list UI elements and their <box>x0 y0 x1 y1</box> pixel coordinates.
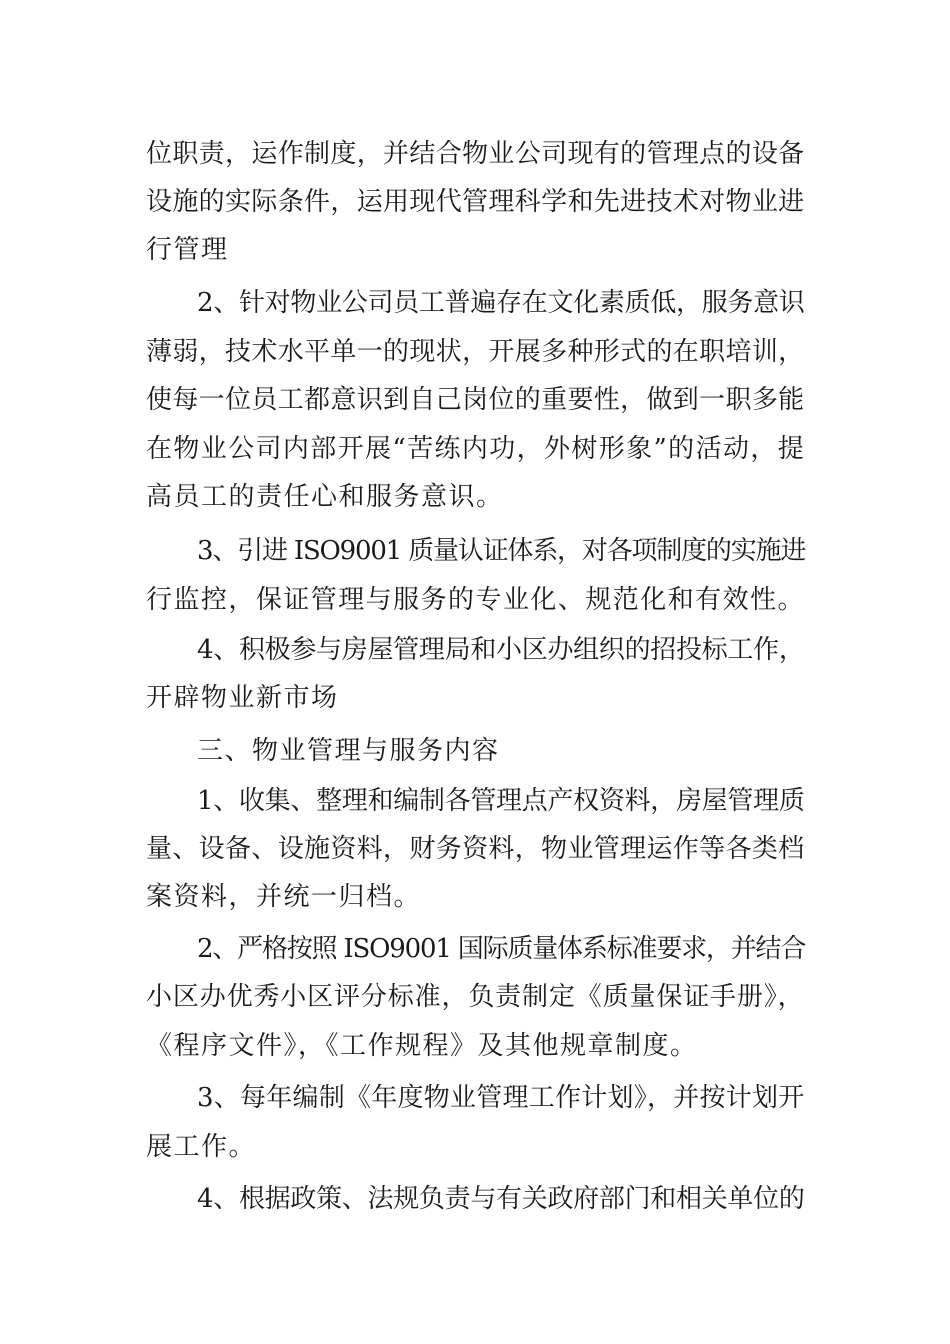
paragraph-line: 4、积极参与房屋管理局和小区办组织的招投标工作， <box>197 635 805 665</box>
paragraph-line: 在物业公司内部开展“苦练内功，外树形象”的活动，提 <box>146 434 806 464</box>
paragraph-line: 《程序文件》，《工作规程》及其他规章制度。 <box>146 1031 698 1061</box>
paragraph-line: 薄弱，技术水平单一的现状，开展多种形式的在职培训， <box>146 337 805 367</box>
paragraph-line: 量、设备、设施资料，财务资料，物业管理运作等各类档 <box>146 834 805 864</box>
paragraph-line: 3、每年编制《年度物业管理工作计划》，并按计划开 <box>197 1083 805 1113</box>
paragraph-line: 2、严格按照 ISO9001 国际质量体系标准要求，并结合 <box>197 934 806 964</box>
section-heading: 三、物业管理与服务内容 <box>197 736 500 766</box>
paragraph-line: 设施的实际条件，运用现代管理科学和先进技术对物业进 <box>146 187 805 217</box>
paragraph-line: 1、收集、整理和编制各管理点产权资料，房屋管理质 <box>197 786 805 816</box>
paragraph-line: 行管理 <box>146 235 229 265</box>
paragraph-line: 开辟物业新市场 <box>146 683 339 713</box>
paragraph-line: 行监控，保证管理与服务的专业化、规范化和有效性。 <box>146 585 806 615</box>
paragraph-line: 展工作。 <box>146 1132 257 1162</box>
paragraph-line: 2、针对物业公司员工普遍存在文化素质低，服务意识 <box>197 288 805 318</box>
paragraph-line: 4、根据政策、法规负责与有关政府部门和相关单位的 <box>197 1184 805 1214</box>
paragraph-line: 案资料，并统一归档。 <box>146 882 422 912</box>
paragraph-line: 3、引进 ISO9001 质量认证体系，对各项制度的实施进 <box>197 536 806 566</box>
paragraph-line: 位职责，运作制度，并结合物业公司现有的管理点的设备 <box>146 139 805 169</box>
paragraph-line: 使每一位员工都意识到自己岗位的重要性，做到一职多能 <box>146 385 805 415</box>
paragraph-line: 高员工的责任心和服务意识。 <box>146 482 504 512</box>
paragraph-line: 小区办优秀小区评分标准，负责制定《质量保证手册》， <box>146 982 805 1012</box>
